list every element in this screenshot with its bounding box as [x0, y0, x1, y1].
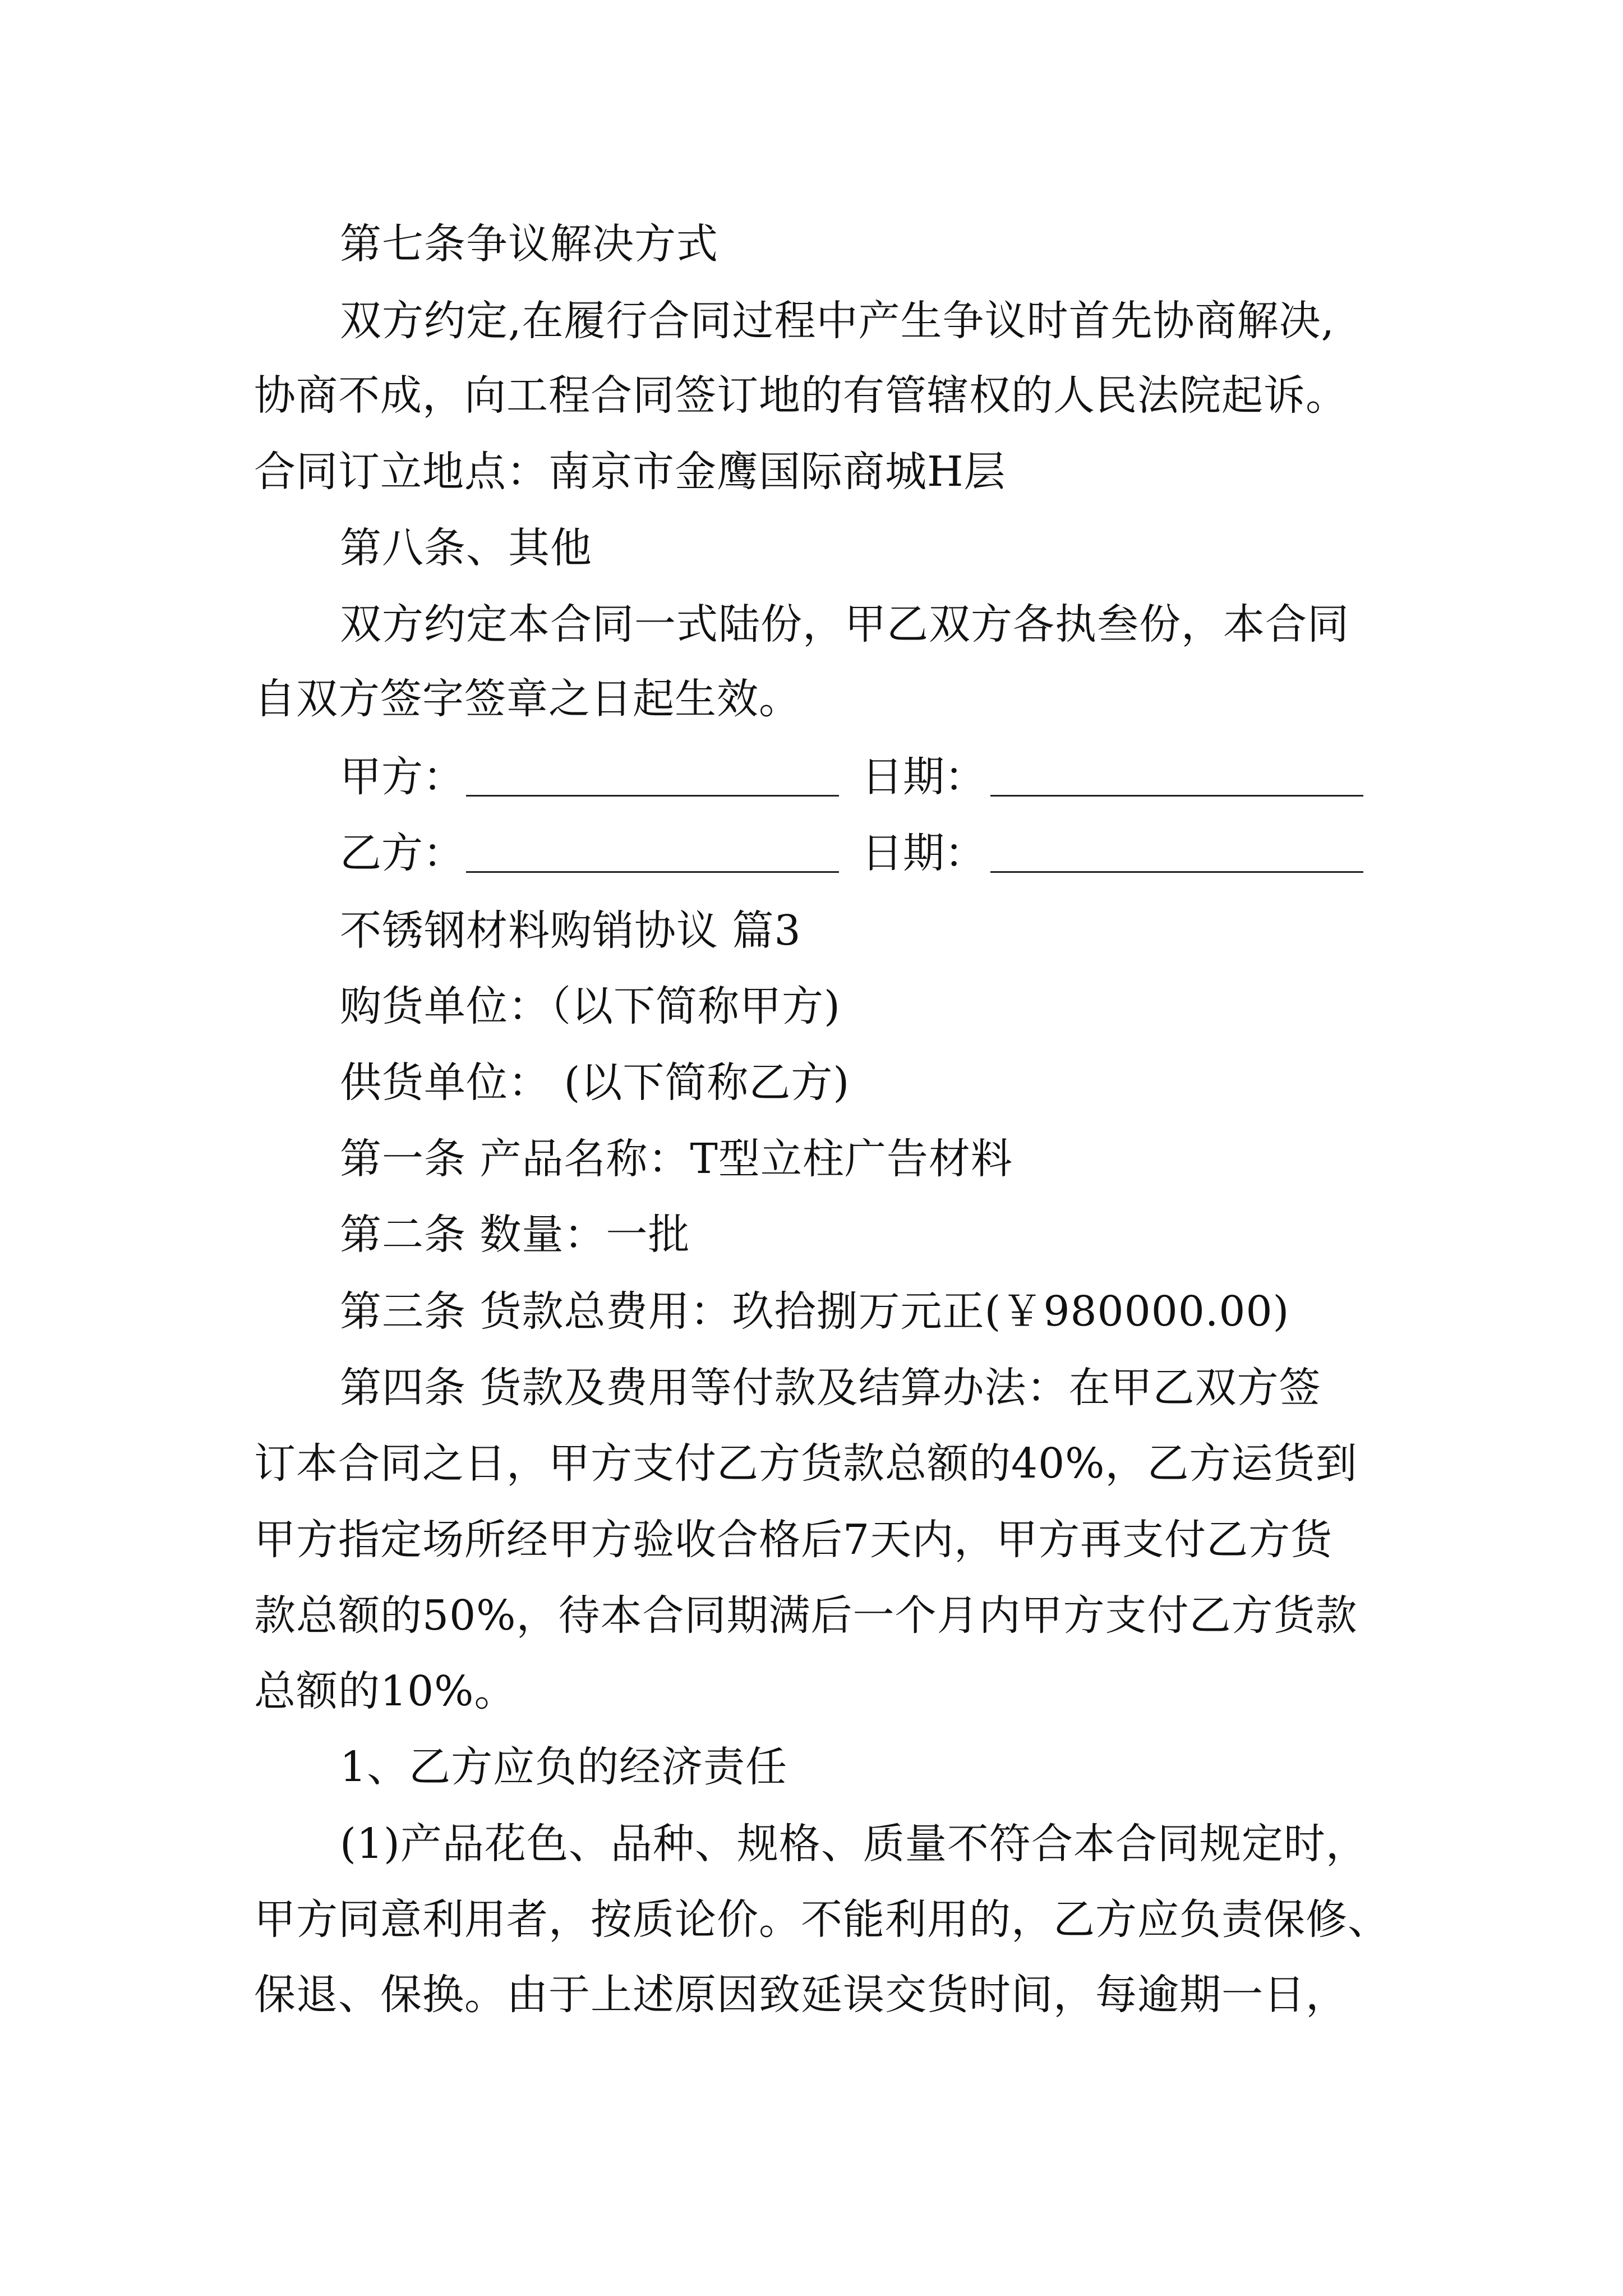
- party-b-signature-blank: [466, 871, 839, 873]
- article-three-line: 第三条 货款总费用：玖拾捌万元正(￥980000.00): [340, 1287, 1290, 1336]
- section-title: 不锈钢材料购销协议 篇3: [340, 907, 801, 955]
- paragraph-line: 款总额的50%，待本合同期满后一个月内甲方支付乙方货款: [254, 1591, 1358, 1640]
- party-a-date-blank: [990, 795, 1363, 797]
- paragraph-line: 保退、保换。由于上述原因致延误交货时间，每逾期一日，: [254, 1971, 1348, 2019]
- party-b-label: 乙方：: [340, 829, 464, 877]
- article-two-line: 第二条 数量：一批: [340, 1211, 690, 1259]
- paragraph-line: 协商不成，向工程合同签订地的有管辖权的人民法院起诉。: [254, 371, 1348, 420]
- buyer-line: 购货单位：（以下简称甲方): [340, 982, 841, 1030]
- party-b-date-label: 日期：: [861, 829, 986, 877]
- party-b-date-blank: [990, 871, 1363, 873]
- article-four-line: 第四条 货款及费用等付款及结算办法：在甲乙双方签: [340, 1364, 1321, 1412]
- paragraph-line: (1)产品花色、品种、规格、质量不符合本合同规定时，: [340, 1820, 1368, 1868]
- article-seven-heading: 第七条争议解决方式: [340, 220, 718, 268]
- paragraph-line: 自双方签字签章之日起生效。: [254, 675, 801, 723]
- party-a-label: 甲方：: [340, 753, 464, 801]
- paragraph-line: 双方约定本合同一式陆份，甲乙双方各执叁份，本合同: [340, 600, 1349, 648]
- article-eight-heading: 第八条、其他: [340, 524, 592, 572]
- paragraph-line: 订本合同之日，甲方支付乙方货款总额的40%，乙方运货到: [254, 1439, 1358, 1488]
- liability-heading: 1、乙方应负的经济责任: [340, 1743, 788, 1791]
- party-a-signature-blank: [466, 795, 839, 797]
- paragraph-line: 双方约定,在履行合同过程中产生争议时首先协商解决,: [340, 297, 1335, 345]
- paragraph-line: 甲方指定场所经甲方验收合格后7天内，甲方再支付乙方货: [254, 1516, 1333, 1564]
- article-one-line: 第一条 产品名称：T型立柱广告材料: [340, 1135, 1013, 1183]
- party-a-date-label: 日期：: [861, 753, 986, 801]
- paragraph-line: 合同订立地点：南京市金鹰国际商城H层: [254, 448, 1006, 496]
- paragraph-line: 总额的10%。: [254, 1667, 517, 1715]
- supplier-line: 供货单位： (以下简称乙方): [340, 1059, 850, 1107]
- paragraph-line: 甲方同意利用者，按质论价。不能利用的，乙方应负责保修、: [254, 1895, 1390, 1944]
